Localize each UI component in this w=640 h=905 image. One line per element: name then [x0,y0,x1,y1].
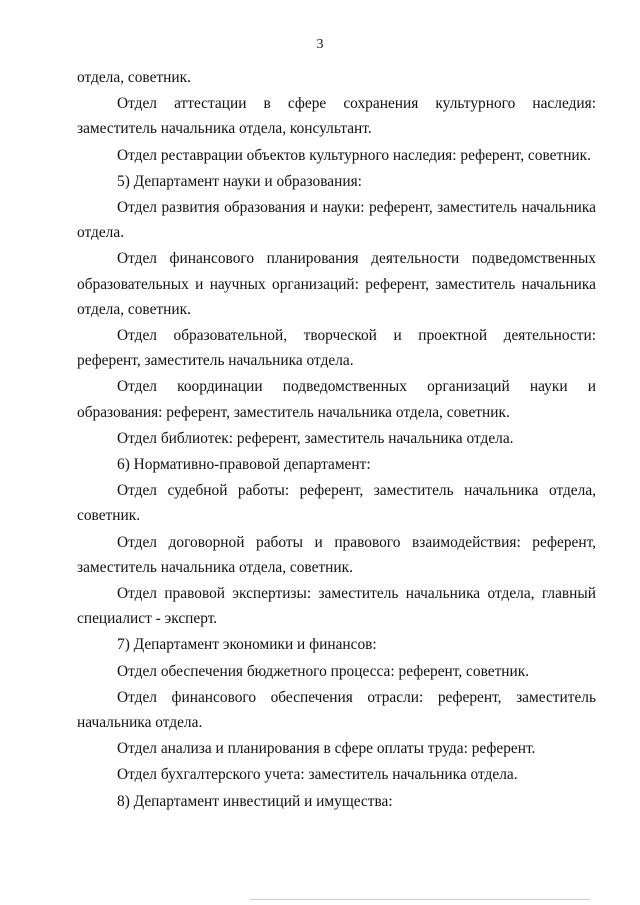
paragraph-5: Отдел развития образования и науки: референт, заместитель начальника отдела. [77,199,596,242]
paragraph-8: Отдел координации подведомственных организаций науки и образования: референт, заместитель начальника отдела, советник. [77,378,596,421]
paragraph-12: Отдел договорной работы и правового взаимодействия: референт, заместитель начальника отдела, советник. [77,533,596,576]
paragraph-13: Отдел правовой экспертизы: заместитель начальника отдела, главный специалист - эксперт. [77,585,596,628]
paragraph-16: Отдел финансового обеспечения отрасли: референт, заместитель начальника отдела. [77,688,596,732]
paragraph-1: отдела, советник. [77,69,191,86]
paragraph-7: Отдел образовательной, творческой и проектной деятельности: референт, заместитель начальника отдела. [77,327,596,370]
paragraph-2: Отдел аттестации в сфере сохранения культурного наследия: заместитель начальника отдела, консультант. [77,95,596,138]
paragraph-10: 6) Нормативно-правовой департамент: [117,456,371,474]
page-number: 3 [316,37,324,52]
document-body [77,65,596,814]
paragraph-15: Отдел обеспечения бюджетного процесса: референт, советник. [117,662,530,680]
bottom-divider [250,899,590,900]
paragraph-3: Отдел реставрации объектов культурного наследия: референт, советник. [117,146,591,164]
paragraph-18: Отдел бухгалтерского учета: заместитель начальника отдела. [117,766,518,784]
paragraph-11: Отдел судебной работы: референт, заместитель начальника отдела, советник. [77,482,596,525]
paragraph-9: Отдел библиотек: референт, заместитель начальника отдела. [117,429,514,447]
paragraph-4: 5) Департамент науки и образования: [117,172,362,190]
paragraph-17: Отдел анализа и планирования в сфере оплаты труда: референт. [117,740,536,758]
paragraph-6: Отдел финансового планирования деятельности подведомственных образовательных и научных организаций: референт, заместитель начальника отдела, советник. [77,250,596,318]
paragraph-19: 8) Департамент инвестиций и имущества: [117,792,393,810]
paragraph-14: 7) Департамент экономики и финансов: [117,636,377,654]
